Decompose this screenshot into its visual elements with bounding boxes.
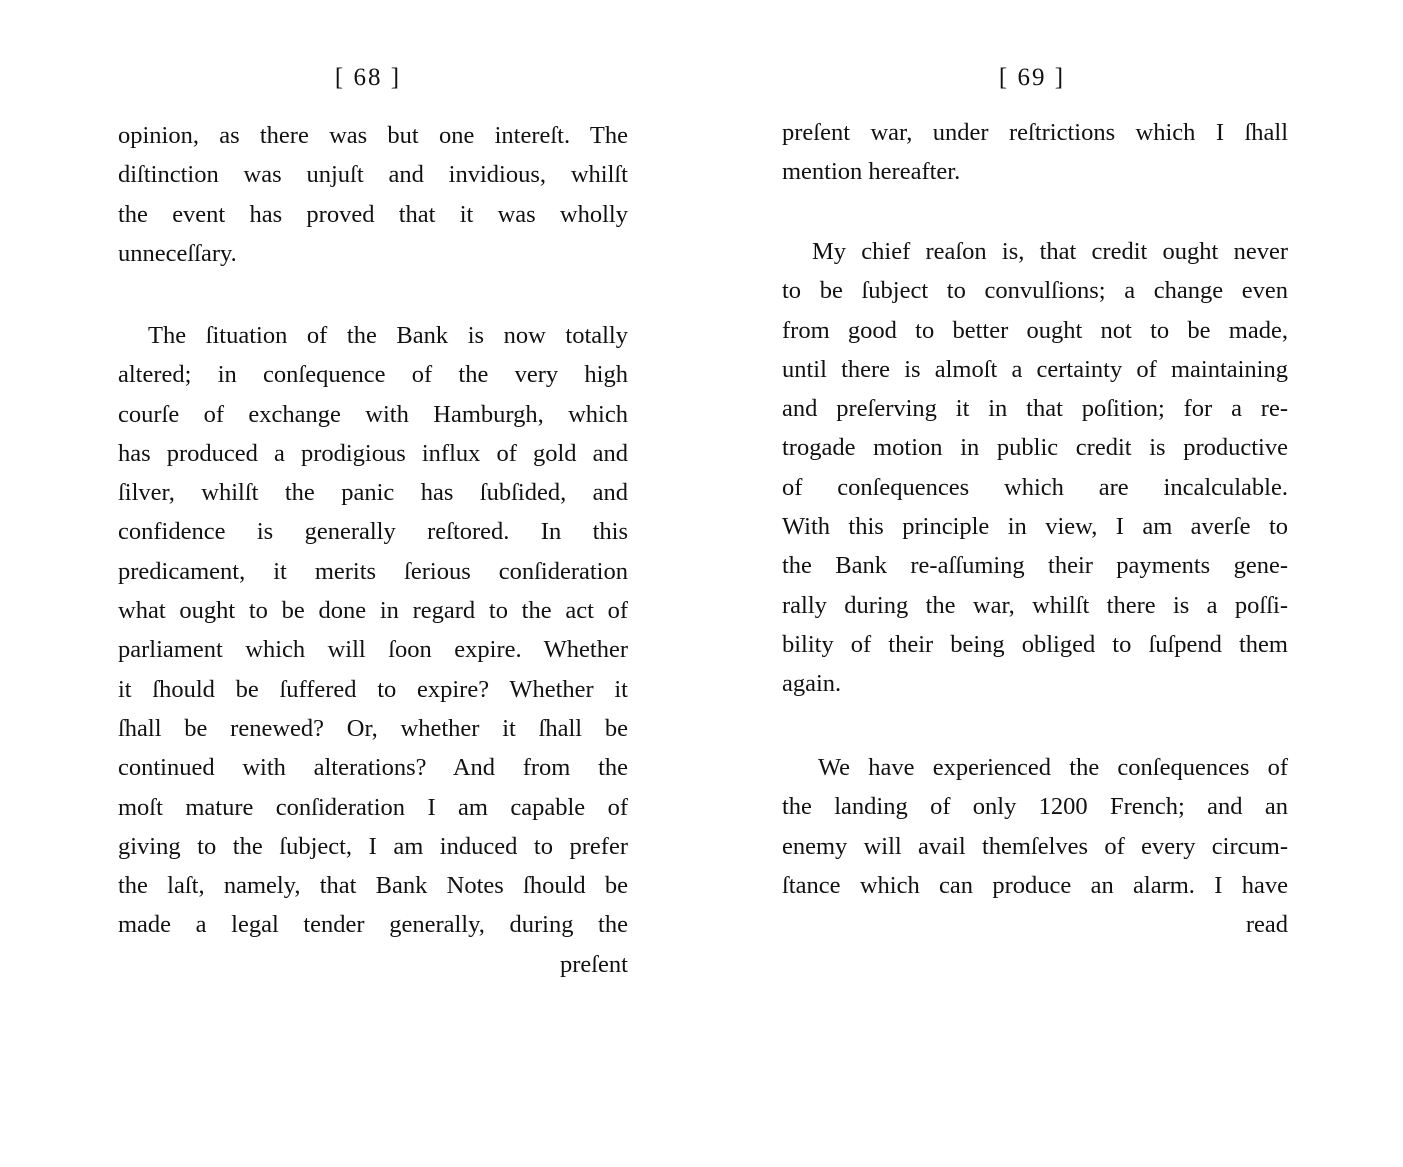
catchword: preſent bbox=[559, 950, 628, 978]
text-line: what ought to be done in regard to the act of bbox=[118, 597, 628, 625]
text-line: We have experienced the conſequences of bbox=[818, 754, 1288, 781]
text-line: to be ſubject to convulſions; a change even bbox=[782, 277, 1288, 305]
page-number: [ 69 ] bbox=[998, 64, 1066, 91]
paragraph bbox=[782, 113, 1288, 192]
paragraph bbox=[782, 748, 1288, 944]
text-line: mention hereafter. bbox=[782, 158, 961, 186]
text-line: diſtinction was unjuſt and invidious, whilſt bbox=[118, 161, 628, 189]
text-line: My chief reaſon is, that credit ought never bbox=[812, 238, 1288, 265]
text-line: parliament which will ſoon expire. Whether bbox=[118, 636, 628, 664]
paragraph bbox=[118, 316, 628, 984]
text-line: The ſituation of the Bank is now totally bbox=[148, 322, 628, 349]
text-line: from good to better ought not to be made, bbox=[782, 316, 1288, 344]
text-line: trogade motion in public credit is productive bbox=[782, 434, 1288, 462]
text-line: made a legal tender generally, during the bbox=[118, 911, 628, 939]
text-line: and preſerving it in that poſition; for a re- bbox=[782, 395, 1288, 423]
text-line: predicament, it merits ſerious conſideration bbox=[118, 557, 628, 585]
text-line: the laſt, namely, that Bank Notes ſhould be bbox=[118, 872, 628, 900]
text-line: ſhall be renewed? Or, whether it ſhall be bbox=[118, 714, 628, 742]
text-line: rally during the war, whilſt there is a poſſi- bbox=[782, 591, 1288, 619]
text-line: enemy will avail themſelves of every circum- bbox=[782, 832, 1288, 860]
text-line: the Bank re-aſſuming their payments gene- bbox=[782, 552, 1288, 580]
text-line: of conſequences which are incalculable. bbox=[782, 473, 1288, 501]
text-line: moſt mature conſideration I am capable of bbox=[118, 793, 628, 821]
text-line: has produced a prodigious influx of gold and bbox=[118, 439, 628, 467]
text-line: the landing of only 1200 French; and an bbox=[782, 793, 1288, 821]
paragraph bbox=[118, 116, 628, 273]
text-line: courſe of exchange with Hamburgh, which bbox=[118, 400, 628, 428]
text-line: bility of their being obliged to ſuſpend them bbox=[782, 630, 1288, 658]
text-line: it ſhould be ſuffered to expire? Whether it bbox=[118, 675, 628, 703]
text-line: the event has proved that it was wholly bbox=[118, 200, 628, 228]
text-line: confidence is generally reſtored. In this bbox=[118, 518, 628, 546]
text-line: until there is almoſt a certainty of maintaining bbox=[782, 355, 1288, 383]
paragraph bbox=[782, 232, 1288, 704]
left-page bbox=[118, 0, 628, 1167]
text-line: continued with alterations? And from the bbox=[118, 754, 628, 782]
catchword: read bbox=[1245, 911, 1288, 939]
text-line: With this principle in view, I am averſe to bbox=[782, 513, 1288, 541]
text-line: opinion, as there was but one intereſt. The bbox=[118, 122, 628, 149]
text-line: giving to the ſubject, I am induced to prefer bbox=[118, 832, 628, 860]
text-line: again. bbox=[782, 670, 842, 698]
text-line: preſent war, under reſtrictions which I ſhall bbox=[782, 119, 1288, 146]
page-number: [ 68 ] bbox=[334, 64, 402, 91]
text-line: ſilver, whilſt the panic has ſubſided, and bbox=[118, 479, 628, 507]
text-line: unneceſſary. bbox=[118, 239, 237, 267]
text-line: ſtance which can produce an alarm. I have bbox=[782, 871, 1288, 899]
right-page bbox=[782, 0, 1288, 1167]
text-line: altered; in conſequence of the very high bbox=[118, 361, 628, 389]
